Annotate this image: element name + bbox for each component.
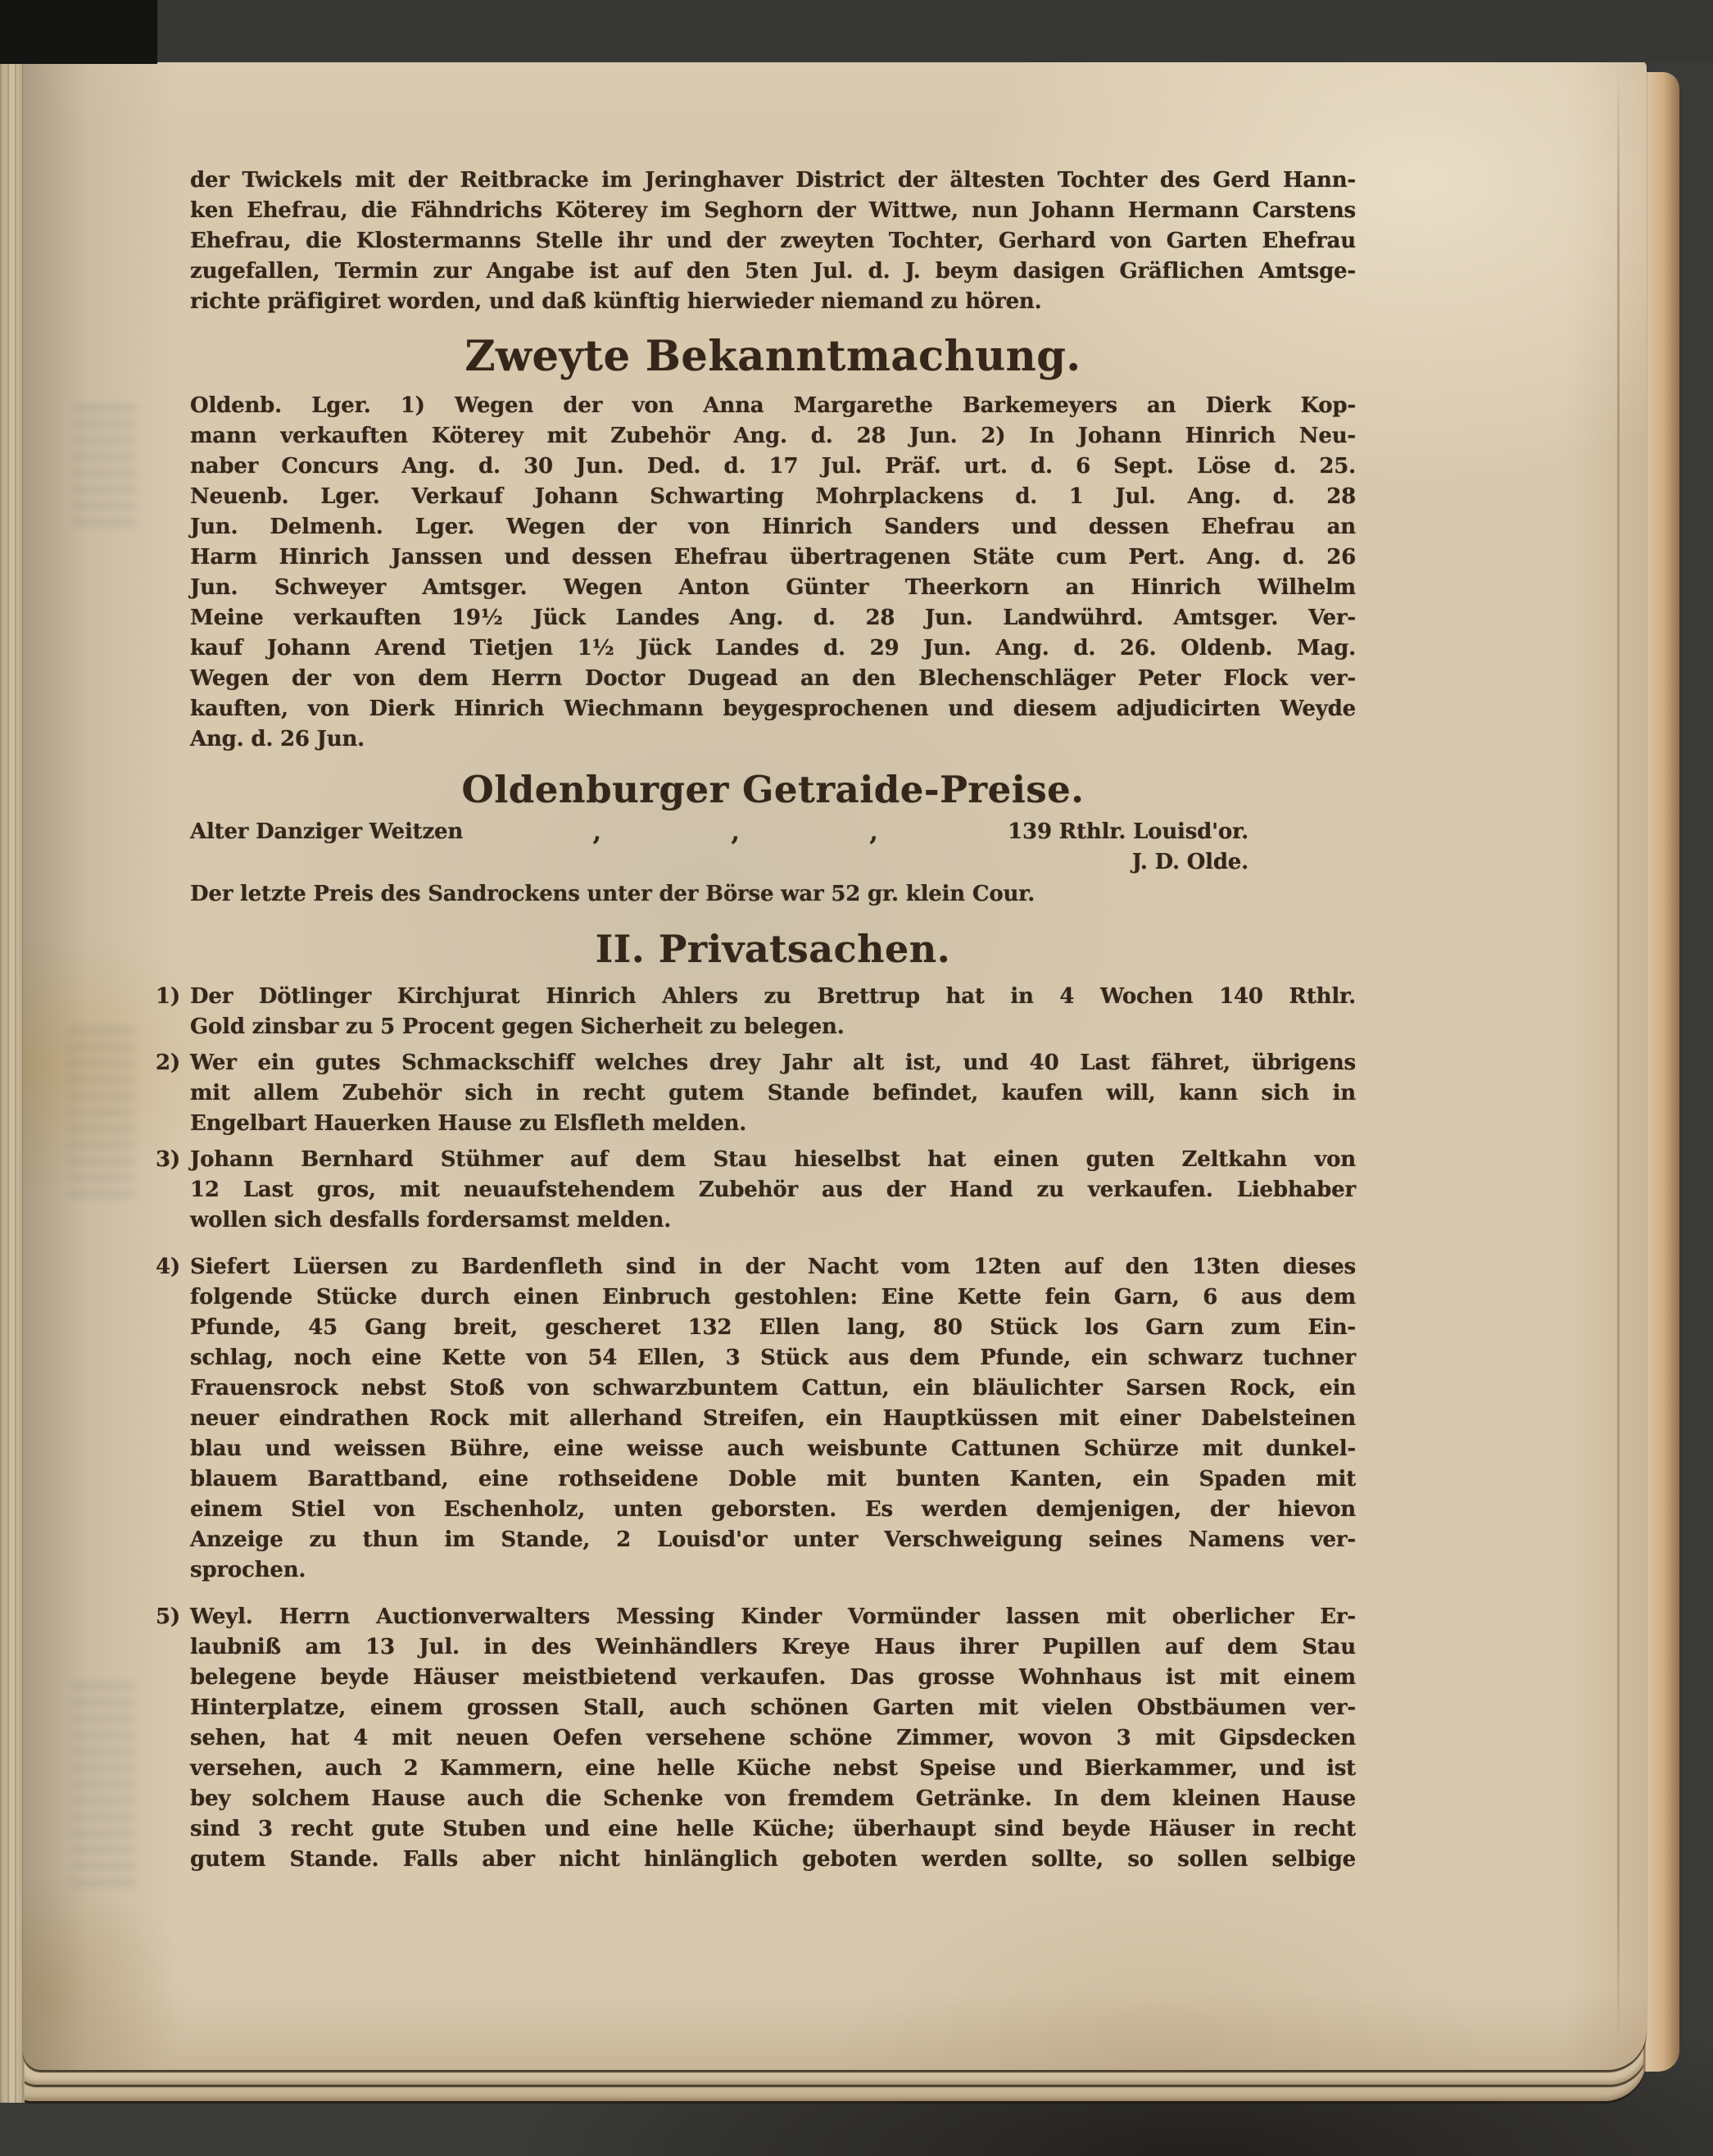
text-line: naber Concurs Ang. d. 30 Jun. Ded. d. 17 Jul. Präf. urt. d. 6 Sept. Löse d. 25.	[190, 454, 1356, 479]
text-line: gutem Stande. Falls aber nicht hinlänglich geboten werden sollte, so sollen selbige	[190, 1847, 1356, 1872]
price-separator: ,	[869, 818, 878, 847]
price-note: Der letzte Preis des Sandrockens unter der Börse war 52 gr. klein Cour.	[190, 882, 1036, 906]
book-fore-edge	[1643, 72, 1679, 2072]
section-heading-zweyte-bekanntmachung: Zweyte Bekanntmachung.	[465, 332, 1081, 381]
text-line: Jun. Delmenh. Lger. Wegen der von Hinrich Sanders und dessen Ehefrau an	[190, 515, 1356, 539]
text-line: richte präfigiret worden, und daß künftig hierwieder niemand zu hören.	[190, 289, 1042, 314]
text-line: einem Stiel von Eschenholz, unten geborsten. Es werden demjenigen, der hievon	[190, 1497, 1356, 1522]
text-line: Pfunde, 45 Gang breit, gescheret 132 Ellen lang, 80 Stück los Garn zum Ein-	[190, 1315, 1356, 1340]
text-line: Weyl. Herrn Auctionverwalters Messing Kinder Vormünder lassen mit oberlicher Er-	[190, 1605, 1356, 1629]
text-line: Der Dötlinger Kirchjurat Hinrich Ahlers zu Brettrup hat in 4 Wochen 140 Rthlr.	[190, 984, 1356, 1009]
price-separator: ,	[592, 818, 601, 847]
text-line: folgende Stücke durch einen Einbruch gestohlen: Eine Kette fein Garn, 6 aus dem	[190, 1285, 1356, 1309]
section-heading-getraide-preise: Oldenburger Getraide-Preise.	[461, 768, 1085, 811]
text-line: Wer ein gutes Schmackschiff welches drey Jahr alt ist, und 40 Last fähret, übrigens	[190, 1051, 1356, 1075]
text-line: bey solchem Hause auch die Schenke von fremdem Getränke. In dem kleinen Hause	[190, 1786, 1356, 1811]
list-item-number: 5)	[156, 1605, 180, 1629]
list-item	[156, 1602, 1356, 1875]
text-line: der Twickels mit der Reitbracke im Jeringhaver District der ältesten Tochter des Gerd Hann-	[190, 168, 1356, 193]
list-item-text	[190, 982, 1356, 1042]
list-item-number: 4)	[156, 1255, 180, 1279]
text-line: versehen, auch 2 Kammern, eine helle Küche nebst Speise und Bierkammer, und ist	[190, 1756, 1356, 1781]
list-item-number: 3)	[156, 1147, 180, 1172]
list-item-text	[190, 1048, 1356, 1139]
text-line: mit allem Zubehör sich in recht gutem Stande befindet, kaufen will, kann sich in	[190, 1081, 1356, 1105]
text-line: mann verkauften Köterey mit Zubehör Ang. d. 28 Jun. 2) In Johann Hinrich Neu-	[190, 424, 1356, 448]
text-line: schlag, noch eine Kette von 54 Ellen, 3 Stück aus dem Pfunde, ein schwarz tuchner	[190, 1346, 1356, 1370]
text-line: zugefallen, Termin zur Angabe ist auf den 5ten Jul. d. J. beym dasigen Gräflichen Amtsge-	[190, 259, 1356, 284]
text-line: Oldenb. Lger. 1) Wegen der von Anna Margarethe Barkemeyers an Dierk Kop-	[190, 393, 1356, 418]
section-heading-privatsachen: II. Privatsachen.	[595, 927, 951, 971]
text-line: Frauensrock nebst Stoß von schwarzbuntem Cattun, ein bläulichter Sarsen Rock, ein	[190, 1376, 1356, 1400]
list-item-text	[190, 1602, 1356, 1875]
ink-bleed-through	[68, 1028, 134, 1208]
text-line: wollen sich desfalls fordersamst melden.	[190, 1208, 672, 1232]
grain-price-item: Alter Danziger Weitzen	[190, 819, 464, 844]
list-item	[156, 1252, 1356, 1586]
text-line: Ehefrau, die Klostermanns Stelle ihr und der zweyten Tochter, Gerhard von Garten Ehefrau	[190, 229, 1356, 253]
list-item-number: 1)	[156, 984, 180, 1009]
scan-top-strip	[157, 0, 1713, 62]
text-line: Siefert Lüersen zu Bardenfleth sind in der Nacht vom 12ten auf den 13ten dieses	[190, 1255, 1356, 1279]
list-item-text	[190, 1145, 1356, 1236]
text-line: Neuenb. Lger. Verkauf Johann Schwarting Mohrplackens d. 1 Jul. Ang. d. 28	[190, 484, 1356, 509]
text-line: Anzeige zu thun im Stande, 2 Louisd'or unter Verschweigung seines Namens ver-	[190, 1527, 1356, 1552]
page-fold-line	[1617, 67, 1620, 2050]
list-item-number: 2)	[156, 1051, 180, 1075]
intro-paragraph	[190, 166, 1356, 317]
text-line: Engelbart Hauerken Hause zu Elsfleth melden.	[190, 1111, 747, 1136]
signature: J. D. Olde.	[1131, 850, 1248, 874]
text-line: Jun. Schweyer Amtsger. Wegen Anton Günter Theerkorn an Hinrich Wilhelm	[190, 575, 1356, 600]
text-line: kauften, von Dierk Hinrich Wiechmann beygesprochenen und diesem adjudicirten Weyde	[190, 697, 1356, 721]
gazette-page	[23, 61, 1647, 2070]
list-item	[156, 1048, 1356, 1139]
text-line: Ang. d. 26 Jun.	[190, 727, 365, 751]
text-line: belegene beyde Häuser meistbietend verkaufen. Das grosse Wohnhaus ist mit einem	[190, 1665, 1356, 1690]
text-line: neuer eindrathen Rock mit allerhand Streifen, ein Hauptküssen mit einer Dabelsteinen	[190, 1406, 1356, 1431]
text-line: kauf Johann Arend Tietjen 1½ Jück Landes d. 29 Jun. Ang. d. 26. Oldenb. Mag.	[190, 636, 1356, 660]
grain-price-row	[190, 817, 1248, 847]
text-line: sehen, hat 4 mit neuen Oefen versehene schöne Zimmer, wovon 3 mit Gipsdecken	[190, 1726, 1356, 1750]
ink-bleed-through	[72, 405, 138, 528]
private-matters-list	[156, 982, 1356, 1875]
list-item-text	[190, 1252, 1356, 1586]
text-line: laubniß am 13 Jul. in des Weinhändlers Kreye Haus ihrer Pupillen auf dem Stau	[190, 1635, 1356, 1659]
text-line: blauem Barattband, eine rothseidene Doble mit bunten Kanten, ein Spaden mit	[190, 1467, 1356, 1491]
text-line: Hinterplatze, einem grossen Stall, auch schönen Garten mit vielen Obstbäumen ver-	[190, 1695, 1356, 1720]
text-line: Gold zinsbar zu 5 Procent gegen Sicherheit zu belegen.	[190, 1014, 845, 1039]
text-line: Johann Bernhard Stühmer auf dem Stau hieselbst hat einen guten Zeltkahn von	[190, 1147, 1356, 1172]
page-content	[156, 61, 1356, 1875]
announcement-paragraph	[190, 391, 1356, 755]
text-line: sind 3 recht gute Stuben und eine helle Küche; überhaupt sind beyde Häuser in recht	[190, 1817, 1356, 1841]
scan-black-corner	[0, 0, 157, 64]
text-line: 12 Last gros, mit neuaufstehendem Zubehör aus der Hand zu verkaufen. Liebhaber	[190, 1178, 1356, 1202]
list-item	[156, 1145, 1356, 1236]
book-spine-paper-edge	[0, 59, 25, 2103]
list-item	[156, 982, 1356, 1042]
text-line: Wegen der von dem Herrn Doctor Dugead an den Blechenschläger Peter Flock ver-	[190, 666, 1356, 691]
text-line: blau und weissen Bühre, eine weisse auch weisbunte Cattunen Schürze mit dunkel-	[190, 1437, 1356, 1461]
text-line: sprochen.	[190, 1558, 306, 1582]
text-line: Harm Hinrich Janssen und dessen Ehefrau übertragenen Stäte cum Pert. Ang. d. 26	[190, 545, 1356, 570]
text-line: Meine verkauften 19½ Jück Landes Ang. d. 28 Jun. Landwührd. Amtsger. Ver-	[190, 606, 1356, 630]
price-separator: ,	[731, 818, 740, 847]
grain-price-value: 139 Rthlr. Louisd'or.	[1008, 819, 1248, 844]
ink-bleed-through	[70, 1683, 136, 1896]
text-line: ken Ehefrau, die Fähndrichs Köterey im Seghorn der Wittwe, nun Johann Hermann Carstens	[190, 198, 1356, 223]
